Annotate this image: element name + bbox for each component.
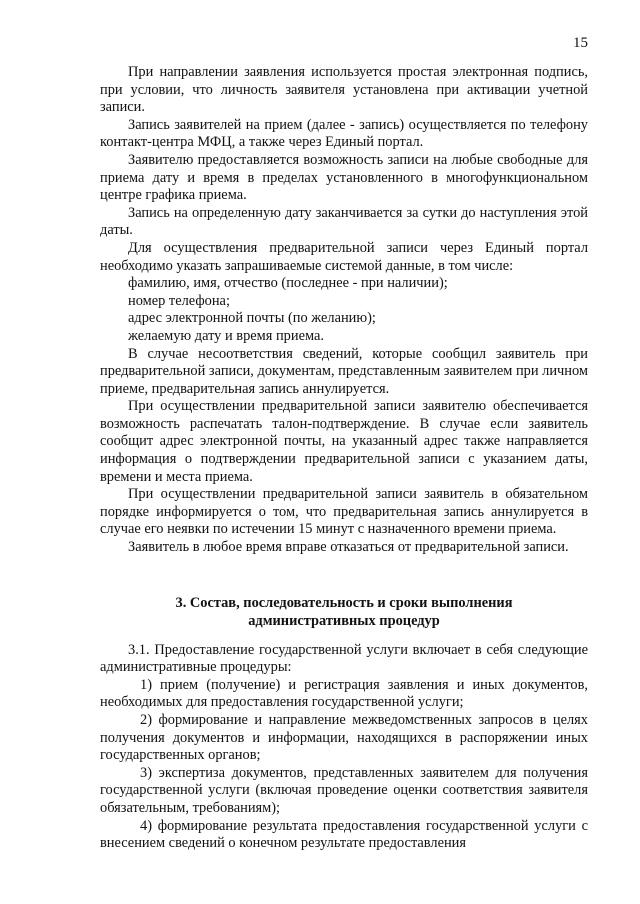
list-item: желаемую дату и время приема. xyxy=(128,327,324,344)
section-heading-line1: 3. Состав, последовательность и сроки выполнения xyxy=(175,594,513,611)
paragraph-section-intro: 3.1. Предоставление государственной услуги включает в себя следующие административные процедуры: xyxy=(100,641,588,676)
procedure-item: 4) формирование результата предоставления государственной услуги с внесением сведений о конечном результате предоставления xyxy=(100,817,588,852)
procedure-item: 2) формирование и направление межведомственных запросов в целях получения документов и информации, находящихся в распоряжении иных государственных органов; xyxy=(100,712,588,764)
section-heading-line2: административных процедур xyxy=(248,612,440,629)
procedure-item: 3) экспертиза документов, представленных заявителем для получения государственной услуги (включая проведение оценки соответствия заявителя обязательным, требованиям); xyxy=(100,764,588,816)
paragraph-right-to-refuse: Заявитель в любое время вправе отказаться от предварительной записи. xyxy=(128,539,569,556)
page-number: 15 xyxy=(573,35,588,51)
paragraph-free-slots: Заявителю предоставляется возможность записи на любые свободные для приема дату и время в пределах установленного в многофункциональном центре графика приема. xyxy=(100,151,588,204)
document-body xyxy=(100,64,588,853)
paragraph-record-deadline: Запись на определенную дату заканчивается за сутки до наступления этой даты. xyxy=(100,204,588,239)
procedure-item: 1) прием (получение) и регистрация заявления и иных документов, необходимых для предоставления государственной услуги; xyxy=(100,676,588,711)
section-heading xyxy=(100,594,588,630)
paragraph-portal-data: Для осуществления предварительной записи через Единый портал необходимо указать запрашиваемые системой данные, в том числе: xyxy=(100,239,588,274)
paragraph-simple-signature: При направлении заявления используется простая электронная подпись, при условии, что личность заявителя установлена при активации учетной записи. xyxy=(100,64,588,116)
list-item: фамилию, имя, отчество (последнее - при наличии); xyxy=(128,275,448,292)
paragraph-cancellation-notice: При осуществлении предварительной записи заявитель в обязательном порядке информируется о том, что предварительная запись аннулируется в случае его неявки по истечении 15 минут с назначенного времени приема. xyxy=(100,486,588,538)
paragraph-mismatch: В случае несоответствия сведений, которые сообщил заявитель при предварительной записи, документам, представленным заявителем при личном приеме, предварительная запись аннулируется. xyxy=(100,345,588,397)
list-item: адрес электронной почты (по желанию); xyxy=(128,310,376,327)
list-item: номер телефона; xyxy=(128,292,230,309)
paragraph-confirmation-ticket: При осуществлении предварительной записи заявителю обеспечивается возможность распечатать талон-подтверждение. В случае если заявитель сообщит адрес электронной почты, на указанный адрес также направляется информация о подтверждении предварительной записи с указанием даты, времени и места приема. xyxy=(100,398,588,485)
paragraph-appointment-record: Запись заявителей на прием (далее - запись) осуществляется по телефону контакт-центра МФЦ, а также через Единый портал. xyxy=(100,116,588,151)
